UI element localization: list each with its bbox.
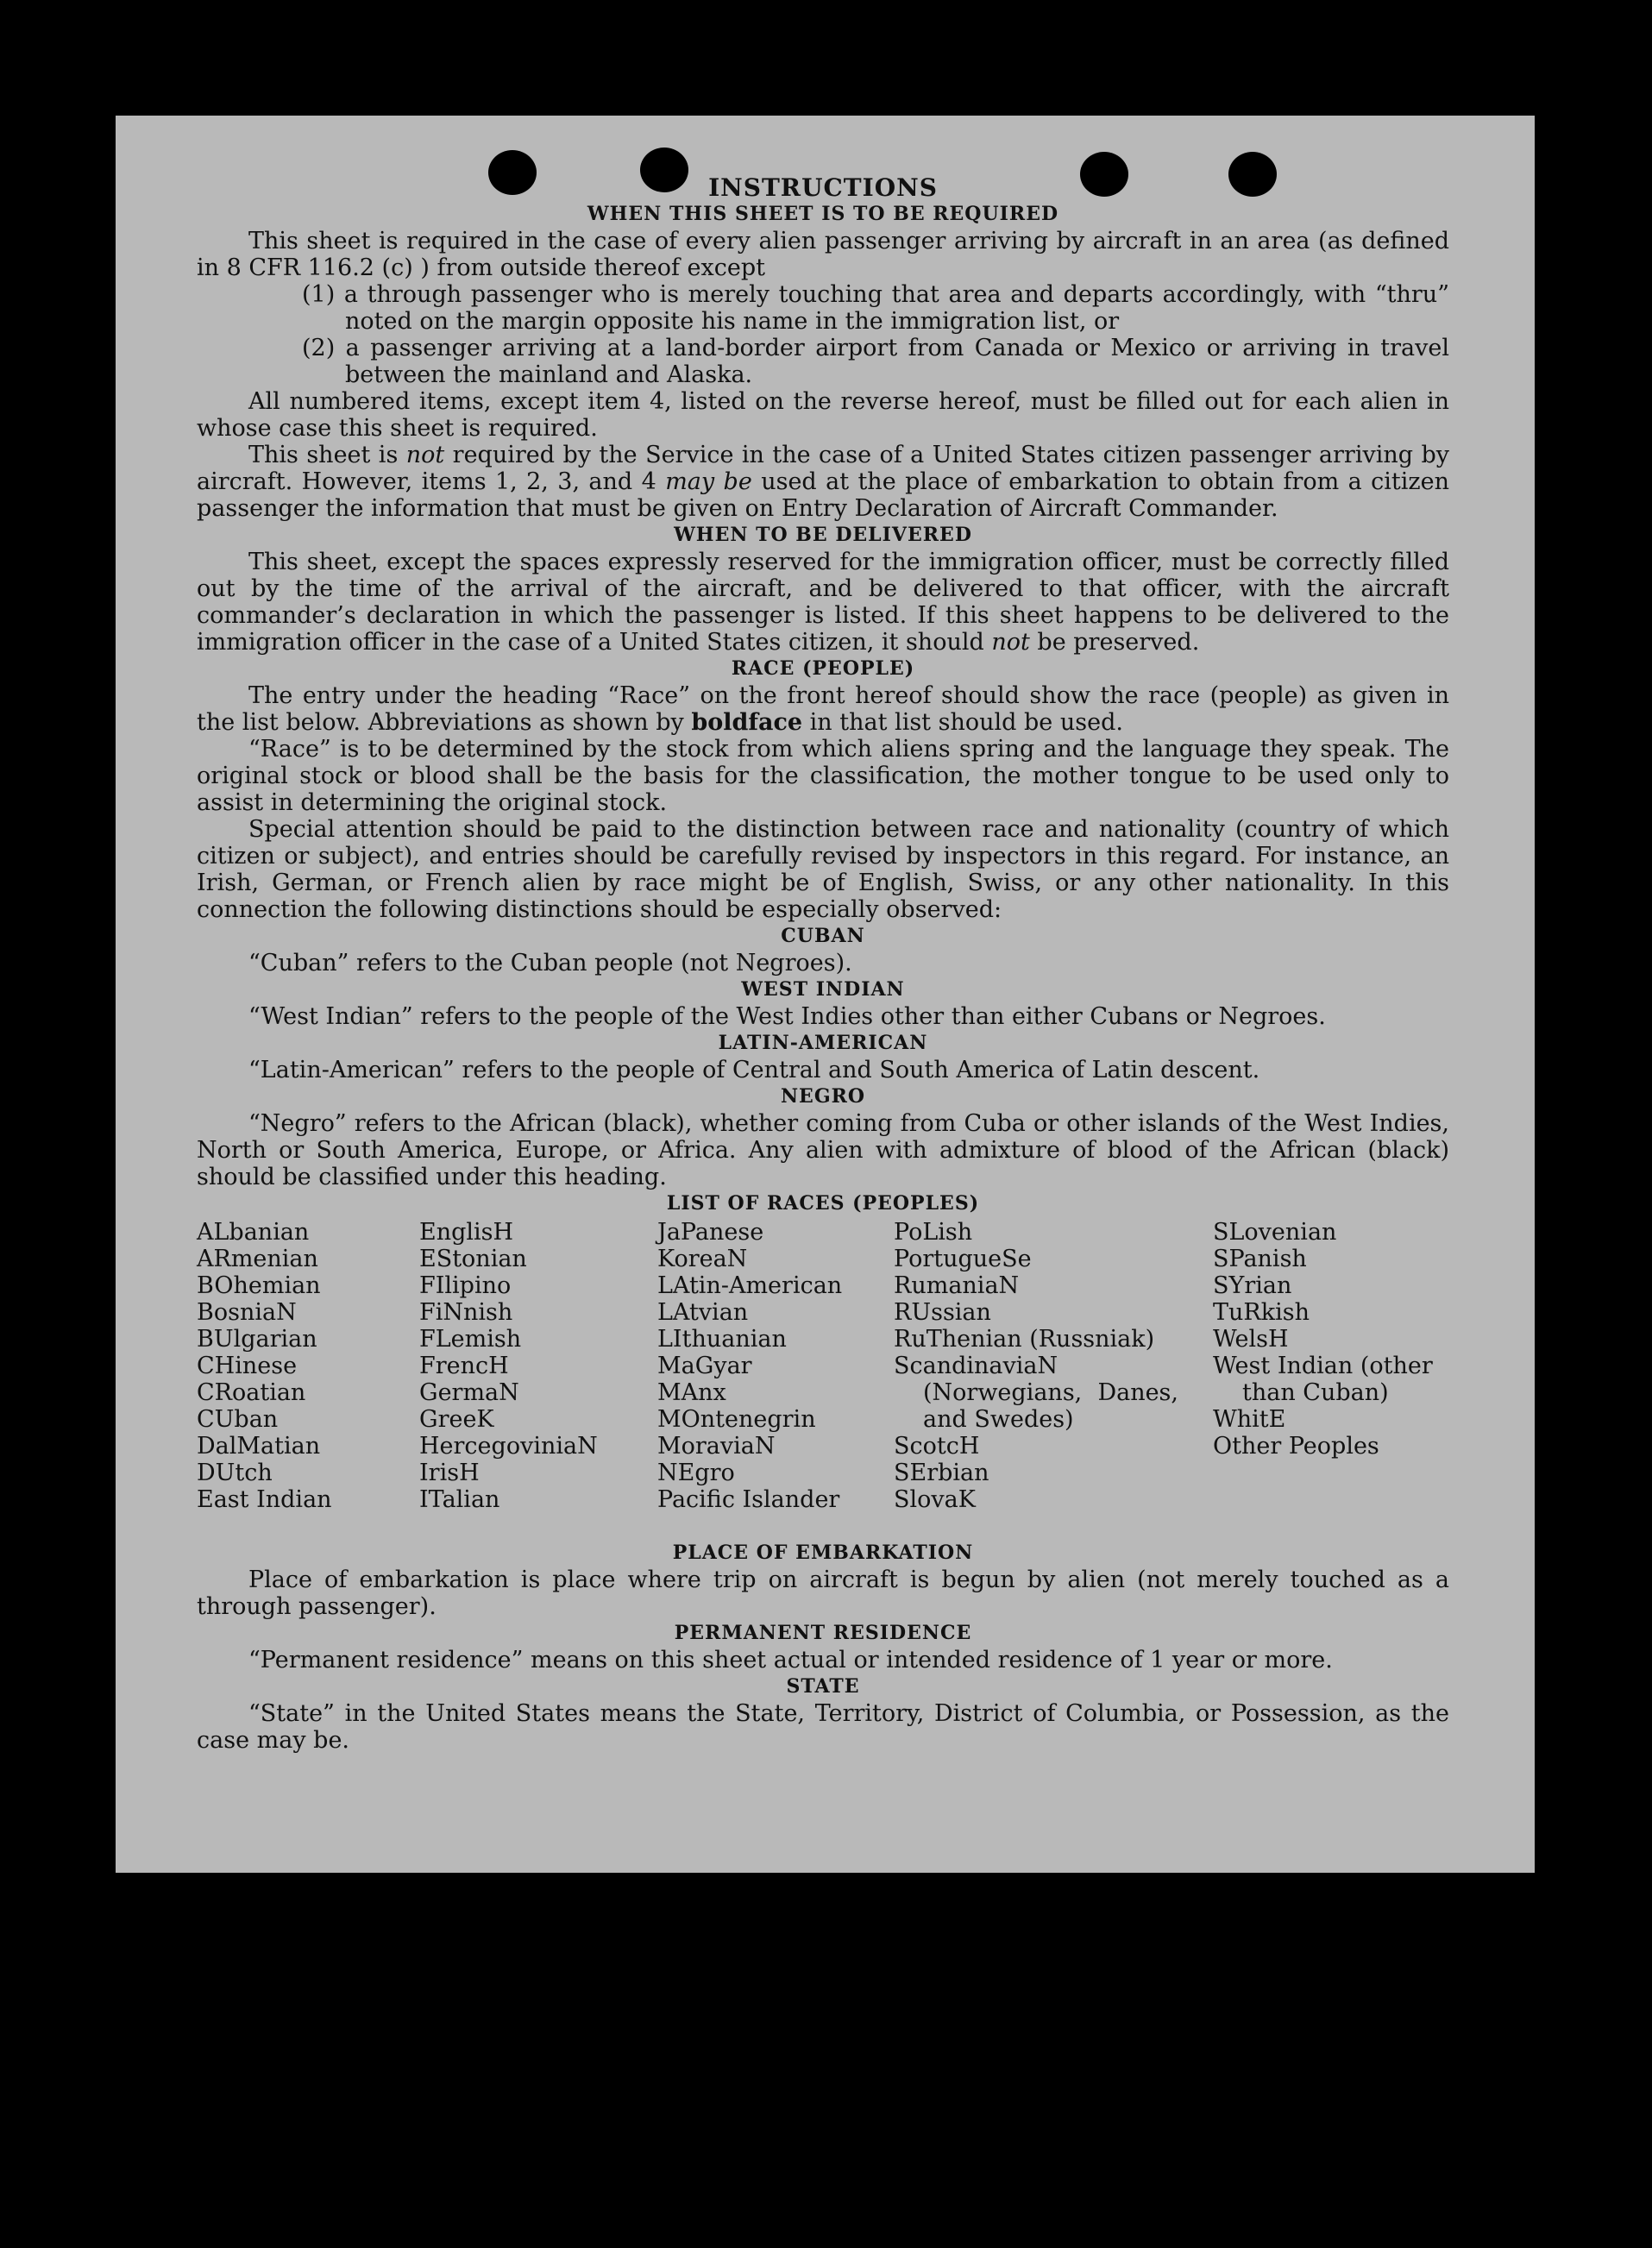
race-entry: MAnx [657, 1379, 726, 1406]
race-entry: BOhemian [197, 1272, 321, 1299]
section-heading: STATE [786, 1675, 860, 1698]
paragraph: “Negro” refers to the African (black), whether coming from Cuba or other islands of the West Indies, North or South America, Europe, or Africa. Any alien with admixture of blood of the African (black) should be classified under this heading. [197, 1110, 1449, 1190]
race-entry: NEgro [657, 1460, 735, 1486]
document-sheet [116, 116, 1535, 1873]
race-entry: SLovenian [1213, 1219, 1337, 1246]
paragraph: “West Indian” refers to the people of the West Indies other than either Cubans or Negroes. [248, 1003, 1326, 1030]
race-entry: SErbian [894, 1460, 989, 1486]
race-entry: IrisH [419, 1460, 480, 1486]
paragraph: This sheet is not required by the Service in the case of a United States citizen passenger arriving by aircraft. However, items 1, 2, 3, and 4 may be used at the place of embarkation to obtain from a citizen passenger the information that must be given on Entry Declaration of Aircraft Commander. [197, 442, 1449, 522]
list-item: (2) a passenger arriving at a land-border airport from Canada or Mexico or arriving in travel between the mainland and Alaska. [302, 335, 1449, 388]
race-column [657, 1219, 890, 1513]
race-entry: ITalian [419, 1486, 500, 1513]
race-entry: WhitE [1213, 1406, 1286, 1433]
race-column [1213, 1219, 1449, 1460]
section-heading: NEGRO [780, 1085, 866, 1108]
race-entry: SPanish [1213, 1246, 1307, 1272]
race-entry: CRoatian [197, 1379, 306, 1406]
paragraph: “State” in the United States means the State, Territory, District of Columbia, or Possession, as the case may be. [197, 1700, 1449, 1754]
race-entry: FiNnish [419, 1299, 513, 1326]
section-heading: CUBAN [781, 925, 865, 947]
race-entry: SlovaK [894, 1486, 976, 1513]
paragraph: Special attention should be paid to the distinction between race and nationality (country of which citizen or subject), and entries should be carefully revised by inspectors in this regard. For instance, an Irish, German, or French alien by race might be of English, Swiss, or any other nationality. In this connection the following distinctions should be especially observed: [197, 816, 1449, 923]
race-entry: KoreaN [657, 1246, 748, 1272]
race-entry: FrencH [419, 1353, 509, 1379]
race-entry: LAtvian [657, 1299, 749, 1326]
race-entry: DalMatian [197, 1433, 321, 1460]
race-entry: Other Peoples [1213, 1433, 1379, 1460]
race-entry: BUlgarian [197, 1326, 317, 1353]
race-entry: CHinese [197, 1353, 298, 1379]
race-entry: MoraviaN [657, 1433, 776, 1460]
paragraph: “Permanent residence” means on this sheet actual or intended residence of 1 year or more. [248, 1647, 1333, 1673]
race-column [419, 1219, 652, 1513]
section-heading: WHEN THIS SHEET IS TO BE REQUIRED [587, 203, 1059, 225]
instructions-content [197, 174, 1449, 1754]
race-entry: West Indian (other than Cuban) [1213, 1353, 1433, 1406]
paragraph: All numbered items, except item 4, listed on the reverse hereof, must be filled out for each alien in whose case this sheet is required. [197, 388, 1449, 442]
race-entry: DUtch [197, 1460, 273, 1486]
paragraph: Place of embarkation is place where trip on aircraft is begun by alien (not merely touched as a through passenger). [197, 1567, 1449, 1620]
race-entry: MOntenegrin [657, 1406, 816, 1433]
race-entry: GermaN [419, 1379, 519, 1406]
race-entry: CUban [197, 1406, 279, 1433]
race-entry: FLemish [419, 1326, 522, 1353]
race-entry: RuThenian (Russniak) [894, 1326, 1155, 1353]
paragraph: This sheet, except the spaces expressly reserved for the immigration officer, must be correctly filled out by the time of the arrival of the aircraft, and be delivered to that officer, with the aircraft commander’s declaration in which the passenger is listed. If this sheet happens to be delivered to the immigration officer in the case of a United States citizen, it should not be preserved. [197, 549, 1449, 656]
race-entry: East Indian [197, 1486, 332, 1513]
section-heading: RACE (PEOPLE) [731, 657, 915, 680]
section-heading: PERMANENT RESIDENCE [674, 1622, 972, 1644]
section-heading: LIST OF RACES (PEOPLES) [666, 1192, 980, 1215]
race-entry: SYrian [1213, 1272, 1292, 1299]
race-entry: PoLish [894, 1219, 973, 1246]
race-entry: TuRkish [1213, 1299, 1310, 1326]
race-entry: FIlipino [419, 1272, 512, 1299]
section-heading: PLACE OF EMBARKATION [672, 1542, 974, 1564]
race-entry: BosniaN [197, 1299, 297, 1326]
paragraph: “Cuban” refers to the Cuban people (not Negroes). [248, 950, 852, 976]
race-entry: ALbanian [197, 1219, 310, 1246]
race-entry: EStonian [419, 1246, 527, 1272]
race-entry: Pacific Islander [657, 1486, 840, 1513]
race-entry: LIthuanian [657, 1326, 787, 1353]
race-entry: ScotcH [894, 1433, 980, 1460]
race-list [197, 1219, 1449, 1540]
race-entry: GreeK [419, 1406, 494, 1433]
race-column [197, 1219, 412, 1513]
race-entry: RUssian [894, 1299, 991, 1326]
race-entry: WelsH [1213, 1326, 1289, 1353]
list-item: (1) a through passenger who is merely touching that area and departs accordingly, with “thru” noted on the margin opposite his name in the immigration list, or [302, 281, 1449, 335]
race-entry: HercegoviniaN [419, 1433, 598, 1460]
race-entry: RumaniaN [894, 1272, 1020, 1299]
paragraph: “Latin-American” refers to the people of Central and South America of Latin descent. [248, 1057, 1260, 1083]
race-entry: ScandinaviaN (Norwegians, Danes, and Swedes) [894, 1353, 1178, 1433]
paragraph: “Race” is to be determined by the stock from which aliens spring and the language they speak. The original stock or blood shall be the basis for the classification, the mother tongue to be used only to assist in determining the original stock. [197, 736, 1449, 816]
section-heading: WEST INDIAN [741, 978, 905, 1001]
section-heading: LATIN-AMERICAN [718, 1032, 928, 1054]
paragraph: This sheet is required in the case of every alien passenger arriving by aircraft in an area (as defined in 8 CFR 116.2 (c) ) from outside thereof except [197, 228, 1449, 281]
paragraph: The entry under the heading “Race” on the front hereof should show the race (people) as given in the list below. Abbreviations as shown by boldface in that list should be used. [197, 682, 1449, 736]
page-title: INSTRUCTIONS [708, 173, 938, 202]
race-entry: PortugueSe [894, 1246, 1032, 1272]
race-entry: LAtin-American [657, 1272, 843, 1299]
section-heading: WHEN TO BE DELIVERED [674, 524, 972, 546]
race-entry: ARmenian [197, 1246, 318, 1272]
race-entry: JaPanese [657, 1219, 764, 1246]
race-entry: EnglisH [419, 1219, 514, 1246]
race-column [894, 1219, 1178, 1513]
race-entry: MaGyar [657, 1353, 752, 1379]
